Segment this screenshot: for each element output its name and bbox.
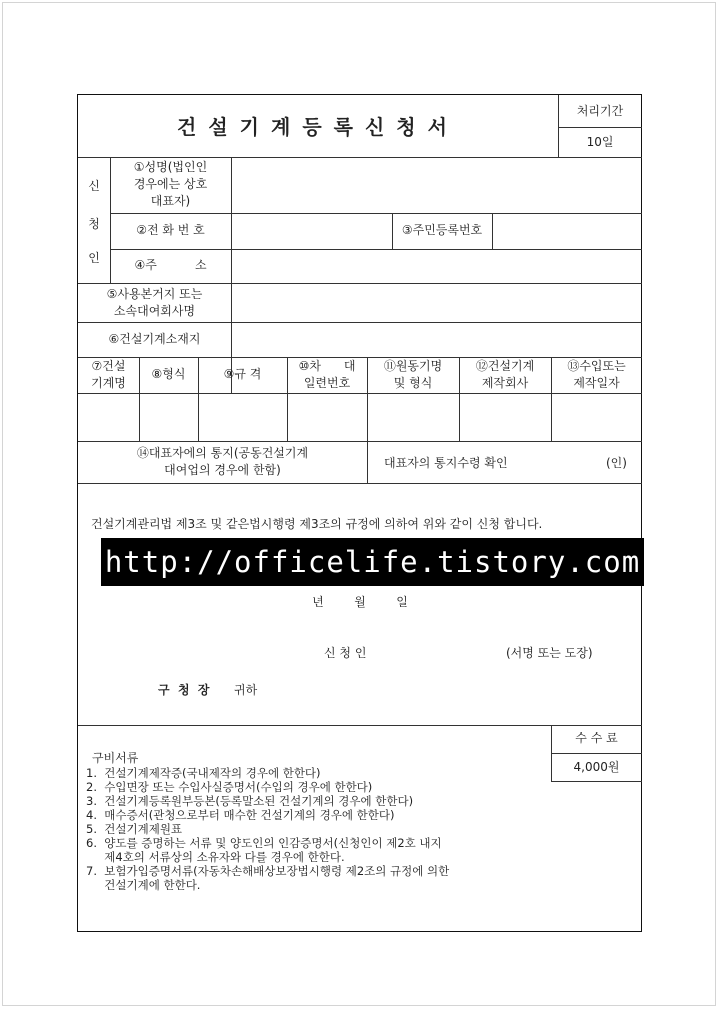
chassis-number-cell[interactable] bbox=[288, 394, 367, 441]
fee-value: 4,000원 bbox=[573, 760, 620, 774]
home-base-input-area[interactable] bbox=[232, 284, 642, 322]
date-line: 년 월 일 bbox=[312, 595, 408, 609]
signature-field[interactable] bbox=[388, 641, 498, 665]
field-name-label: ①성명(법인인 bbox=[133, 160, 208, 174]
import-date-header: ⑬수입또는 bbox=[567, 359, 626, 373]
field-name-label: 대표자) bbox=[150, 194, 191, 208]
model-header: ⑧형식 bbox=[151, 367, 186, 381]
seal-mark: (인) bbox=[606, 456, 627, 470]
processing-period-value: 10일 bbox=[586, 135, 614, 149]
list-item: 제4호의 서류상의 소유자와 다를 경우에 한한다. bbox=[86, 850, 345, 864]
import-date-header: 제작일자 bbox=[573, 376, 620, 390]
machine-name-header: ⑦건설 bbox=[91, 359, 126, 373]
list-item: 5. 건설기계제원표 bbox=[86, 822, 183, 836]
phone-label: ②전 화 번 호 bbox=[136, 223, 205, 237]
engine-header: ⑪원동기명 bbox=[383, 359, 443, 373]
applicant-label: 신 청 인 bbox=[324, 646, 367, 660]
applicant-label-char: 인 bbox=[88, 251, 100, 265]
recipient-name: 구 청 장 bbox=[158, 683, 210, 697]
application-form bbox=[77, 94, 642, 932]
machine-location-input-area[interactable] bbox=[232, 323, 642, 357]
chassis-number-header: 일련번호 bbox=[303, 376, 351, 390]
engine-cell[interactable] bbox=[368, 394, 459, 441]
applicant-label-char: 신 bbox=[88, 179, 100, 193]
chassis-number-header: ⑩차 대 bbox=[298, 359, 356, 373]
processing-period-label: 처리기간 bbox=[576, 104, 624, 118]
docs-list bbox=[86, 766, 449, 892]
model-cell[interactable] bbox=[140, 394, 198, 441]
address-input-area[interactable] bbox=[232, 250, 642, 283]
machine-location-label: ⑥건설기계소재지 bbox=[108, 332, 201, 346]
list-item: 7. 보험가입증명서류(자동차손해배상보장법시행령 제2조의 규정에 의한 bbox=[86, 864, 450, 878]
list-item: 2. 수입면장 또는 수입사실증명서(수입의 경우에 한한다) bbox=[86, 780, 373, 794]
list-item: 1. 건설기계제작증(국내제작의 경우에 한한다) bbox=[86, 766, 321, 780]
field-name-label: 경우에는 상호 bbox=[133, 177, 208, 191]
machine-name-cell[interactable] bbox=[79, 394, 139, 441]
application-statement: 건설기계관리법 제3조 및 같은법시행령 제3조의 규정에 의하여 위와 같이 신청 합니다. bbox=[91, 517, 543, 531]
watermark-banner: http://officelife.tistory.com bbox=[101, 538, 644, 586]
list-item: 6. 양도를 증명하는 서류 및 양도인의 인감증명서(신청인이 제2호 내지 bbox=[86, 836, 442, 850]
notice-confirm-label: 대표자의 통지수령 확인 bbox=[384, 456, 508, 470]
notice-label: 대여업의 경우에 한함) bbox=[164, 463, 281, 477]
spec-cell[interactable] bbox=[199, 394, 287, 441]
address-label: ④주 소 bbox=[134, 258, 207, 272]
list-item: 건설기계에 한한다. bbox=[86, 878, 201, 892]
fee-label: 수 수 료 bbox=[575, 731, 618, 745]
list-item: 4. 매수증서(관청으로부터 매수한 건설기계의 경우에 한한다) bbox=[86, 808, 395, 822]
manufacturer-header: 제작회사 bbox=[481, 376, 529, 390]
applicant-label-char: 청 bbox=[88, 217, 100, 231]
home-base-label: 소속대여회사명 bbox=[113, 304, 196, 318]
notice-label: ⑭대표자에의 통지(공동건설기계 bbox=[136, 446, 309, 460]
import-date-cell[interactable] bbox=[552, 394, 642, 441]
spec-header: ⑨규 격 bbox=[223, 367, 262, 381]
home-base-label: ⑤사용본거지 또는 bbox=[106, 287, 203, 301]
recipient-suffix: 귀하 bbox=[234, 683, 258, 697]
name-input-area[interactable] bbox=[232, 158, 642, 213]
manufacturer-cell[interactable] bbox=[460, 394, 551, 441]
resident-number-label: ③주민등록번호 bbox=[401, 223, 483, 237]
manufacturer-header: ⑫건설기계 bbox=[475, 359, 535, 373]
list-item: 3. 건설기계등록원부등본(등록말소된 건설기계의 경우에 한한다) bbox=[86, 794, 414, 808]
machine-name-header: 기계명 bbox=[91, 376, 126, 390]
docs-title: 구비서류 bbox=[92, 751, 139, 765]
engine-header: 및 형식 bbox=[393, 376, 433, 390]
phone-input-area[interactable] bbox=[232, 214, 392, 249]
signature-label: (서명 또는 도장) bbox=[506, 646, 593, 660]
form-title: 건설기계등록신청서 bbox=[177, 115, 459, 139]
resident-number-input-area[interactable] bbox=[493, 214, 642, 249]
